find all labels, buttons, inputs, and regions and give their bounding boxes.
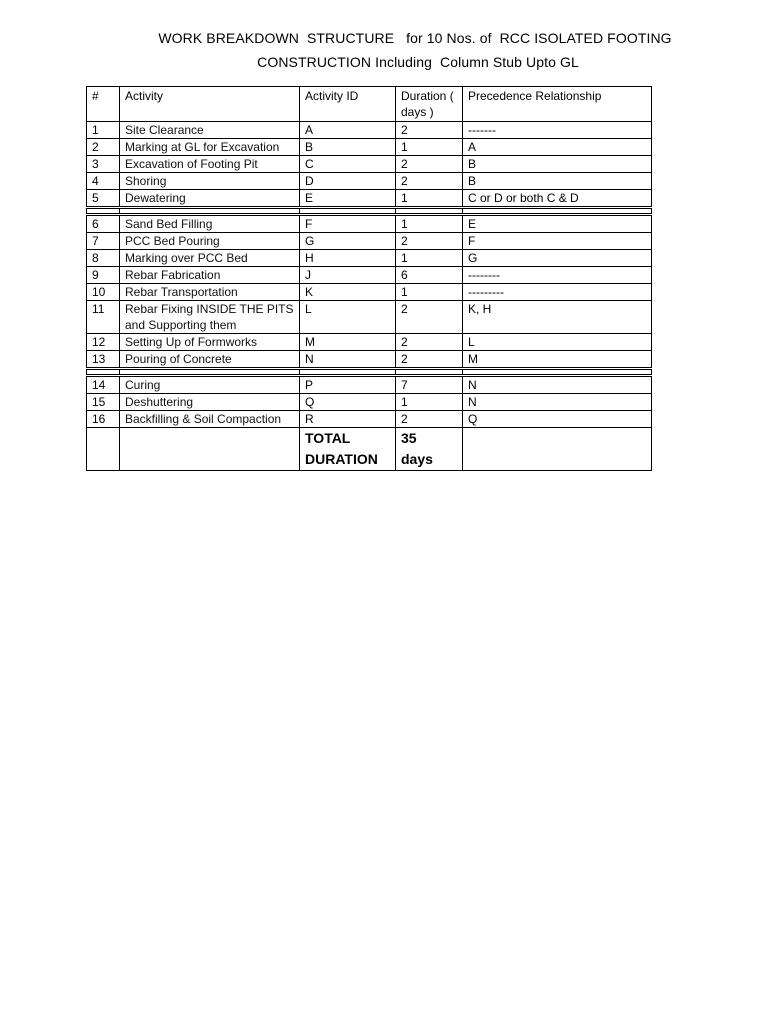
cell-activity: Curing [120, 376, 300, 394]
cell-activity: Marking at GL for Excavation [120, 139, 300, 156]
cell-precedence: --------- [463, 284, 652, 301]
title-line-2: CONSTRUCTION Including Column Stub Upto GL [257, 54, 579, 70]
separator-cell [87, 208, 120, 215]
col-header-activity: Activity [120, 87, 300, 122]
table-row [87, 233, 652, 250]
total-empty-cell [463, 428, 652, 471]
cell-duration: 2 [396, 122, 463, 139]
cell-number: 10 [87, 284, 120, 301]
separator-cell [300, 208, 396, 215]
cell-activity: Excavation of Footing Pit [120, 156, 300, 173]
cell-duration: 7 [396, 376, 463, 394]
cell-precedence: B [463, 173, 652, 190]
cell-activity: Rebar Fixing INSIDE THE PITS and Supporting them [120, 301, 300, 334]
cell-activity-id: E [300, 190, 396, 208]
cell-precedence: ------- [463, 122, 652, 139]
cell-activity-id: D [300, 173, 396, 190]
cell-duration: 1 [396, 250, 463, 267]
cell-activity: Marking over PCC Bed [120, 250, 300, 267]
cell-duration: 1 [396, 139, 463, 156]
cell-number: 3 [87, 156, 120, 173]
cell-number: 4 [87, 173, 120, 190]
separator-cell [87, 369, 120, 376]
table-row [87, 122, 652, 139]
wbs-table [86, 86, 652, 471]
group-separator [87, 208, 652, 215]
cell-precedence: L [463, 334, 652, 351]
cell-duration: 2 [396, 351, 463, 369]
total-duration-label [300, 428, 396, 471]
group-separator [87, 369, 652, 376]
total-empty-cell [87, 428, 120, 471]
cell-duration: 2 [396, 301, 463, 334]
cell-duration: 2 [396, 334, 463, 351]
cell-precedence: C or D or both C & D [463, 190, 652, 208]
title-line-1: WORK BREAKDOWN STRUCTURE for 10 Nos. of RCC ISOLATED FOOTING [158, 30, 672, 46]
cell-activity-id: M [300, 334, 396, 351]
table-row [87, 284, 652, 301]
separator-cell [463, 208, 652, 215]
cell-activity-id: H [300, 250, 396, 267]
total-label: TOTAL DURATION [305, 430, 378, 467]
cell-number: 13 [87, 351, 120, 369]
cell-activity: Shoring [120, 173, 300, 190]
cell-duration: 2 [396, 411, 463, 428]
col-header-activity-id: Activity ID [300, 87, 396, 122]
table-row [87, 351, 652, 369]
cell-number: 7 [87, 233, 120, 250]
header-row [87, 87, 652, 122]
total-empty-cell [120, 428, 300, 471]
table-row [87, 190, 652, 208]
cell-number: 5 [87, 190, 120, 208]
cell-activity-id: K [300, 284, 396, 301]
table-group-1 [87, 122, 652, 208]
cell-activity-id: N [300, 351, 396, 369]
cell-duration: 2 [396, 233, 463, 250]
cell-precedence: Q [463, 411, 652, 428]
cell-number: 11 [87, 301, 120, 334]
separator-1 [87, 208, 652, 215]
col-header-precedence: Precedence Relationship [463, 87, 652, 122]
total-duration-value [396, 428, 463, 471]
cell-number: 1 [87, 122, 120, 139]
cell-activity: Deshuttering [120, 394, 300, 411]
cell-number: 2 [87, 139, 120, 156]
separator-cell [463, 369, 652, 376]
cell-precedence: K, H [463, 301, 652, 334]
cell-activity-id: L [300, 301, 396, 334]
cell-number: 14 [87, 376, 120, 394]
cell-activity: Site Clearance [120, 122, 300, 139]
cell-activity: Rebar Transportation [120, 284, 300, 301]
table-row [87, 334, 652, 351]
table-row [87, 215, 652, 233]
table-footer [87, 428, 652, 471]
col-header-number: # [87, 87, 120, 122]
cell-duration: 1 [396, 215, 463, 233]
table-row [87, 376, 652, 394]
separator-cell [300, 369, 396, 376]
separator-cell [396, 208, 463, 215]
cell-precedence: F [463, 233, 652, 250]
cell-activity: Sand Bed Filling [120, 215, 300, 233]
cell-activity-id: F [300, 215, 396, 233]
cell-precedence: A [463, 139, 652, 156]
cell-activity-id: G [300, 233, 396, 250]
cell-precedence: N [463, 376, 652, 394]
cell-precedence: -------- [463, 267, 652, 284]
cell-activity-id: J [300, 267, 396, 284]
cell-activity: Backfilling & Soil Compaction [120, 411, 300, 428]
cell-precedence: G [463, 250, 652, 267]
cell-duration: 2 [396, 156, 463, 173]
document-title [100, 26, 730, 74]
separator-2 [87, 369, 652, 376]
cell-number: 8 [87, 250, 120, 267]
table-row [87, 139, 652, 156]
cell-activity-id: Q [300, 394, 396, 411]
cell-activity: Rebar Fabrication [120, 267, 300, 284]
table-row [87, 394, 652, 411]
cell-number: 16 [87, 411, 120, 428]
cell-activity: PCC Bed Pouring [120, 233, 300, 250]
cell-activity-id: P [300, 376, 396, 394]
table-group-2 [87, 215, 652, 369]
table-row [87, 250, 652, 267]
cell-duration: 1 [396, 284, 463, 301]
cell-activity: Pouring of Concrete [120, 351, 300, 369]
cell-activity-id: A [300, 122, 396, 139]
table-row [87, 301, 652, 334]
cell-duration: 1 [396, 190, 463, 208]
separator-cell [396, 369, 463, 376]
table-row [87, 267, 652, 284]
cell-precedence: E [463, 215, 652, 233]
separator-cell [120, 369, 300, 376]
col-header-duration: Duration ( days ) [396, 87, 463, 122]
cell-number: 9 [87, 267, 120, 284]
cell-precedence: M [463, 351, 652, 369]
cell-duration: 1 [396, 394, 463, 411]
cell-activity-id: B [300, 139, 396, 156]
table-row [87, 173, 652, 190]
cell-number: 15 [87, 394, 120, 411]
cell-activity: Dewatering [120, 190, 300, 208]
total-value: 35 days [401, 430, 433, 467]
cell-activity-id: C [300, 156, 396, 173]
cell-activity: Setting Up of Formworks [120, 334, 300, 351]
table-row [87, 411, 652, 428]
total-row [87, 428, 652, 471]
cell-number: 6 [87, 215, 120, 233]
table-row [87, 156, 652, 173]
cell-duration: 2 [396, 173, 463, 190]
cell-duration: 6 [396, 267, 463, 284]
cell-number: 12 [87, 334, 120, 351]
table-header [87, 87, 652, 122]
cell-precedence: N [463, 394, 652, 411]
cell-precedence: B [463, 156, 652, 173]
cell-activity-id: R [300, 411, 396, 428]
table-group-3 [87, 376, 652, 428]
separator-cell [120, 208, 300, 215]
